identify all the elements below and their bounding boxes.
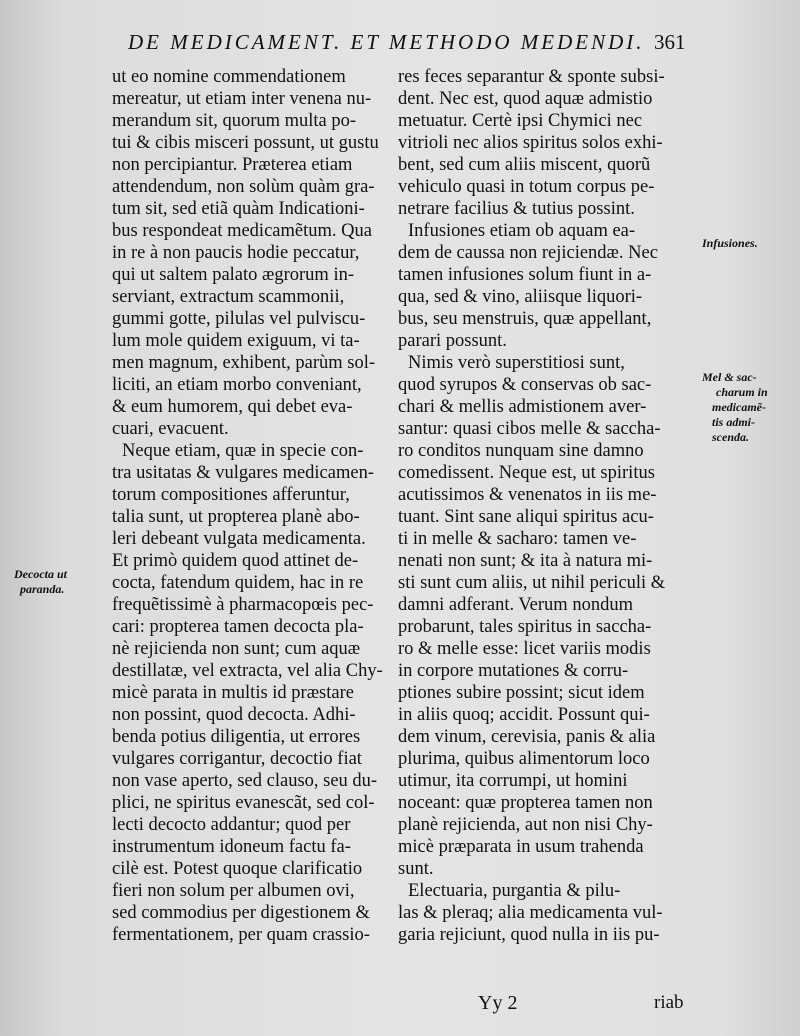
text-line: dent. Nec est, quod aquæ admistio: [398, 89, 653, 109]
text-line: netrare facilius & tutius possint.: [398, 199, 635, 219]
text-line: res feces separantur & sponte subsi-: [398, 67, 665, 87]
text-line: in aliis quoq; accidit. Possunt qui-: [398, 705, 650, 725]
text-line: noceant: quæ propterea tamen non: [398, 793, 653, 813]
text-line: & eum humorem, qui debet eva-: [112, 397, 353, 417]
text-line: Infusiones etiam ob aquam ea-: [408, 221, 636, 241]
page-number: 361: [654, 30, 686, 54]
text-line: in re à non paucis hodie peccatur,: [112, 243, 360, 263]
text-line: dem vinum, cerevisia, panis & alia: [398, 727, 656, 747]
text-line: nè rejicienda non sunt; cum aquæ: [112, 639, 361, 659]
margin-note-decocta: Decocta ut paranda.: [14, 567, 67, 596]
text-line: vehiculo quasi in totum corpus pe-: [398, 177, 655, 197]
text-line: qui ut saltem palato ægrorum in-: [112, 265, 354, 285]
text-line: chari & mellis admistionem aver-: [398, 397, 647, 417]
text-line: lecti decocto addantur; quod per: [112, 815, 351, 835]
text-line: lum mole quidem exiguum, vi ta-: [112, 331, 360, 351]
right-text-column: [398, 66, 694, 946]
text-line: tum sit, sed etiã quàm Indicationi-: [112, 199, 365, 219]
text-line: bus, seu menstruis, quæ appellant,: [398, 309, 652, 329]
text-line: Et primò quidem quod attinet de-: [112, 551, 359, 571]
text-line: cuari, evacuent.: [112, 419, 229, 439]
text-line: ut eo nomine commendationem: [112, 67, 346, 87]
text-line: fieri non solum per albumen ovi,: [112, 881, 355, 901]
text-line: leri debeant vulgata medicamenta.: [112, 529, 366, 549]
text-line: utimur, ita corrumpi, ut homini: [398, 771, 628, 791]
text-line: micè præparata in usum trahenda: [398, 837, 644, 857]
text-line: cocta, fatendum quidem, hac in re: [112, 573, 364, 593]
text-line: cilè est. Potest quoque clarificatio: [112, 859, 363, 879]
text-line: destillatæ, vel extracta, vel alia Chy-: [112, 661, 383, 681]
text-line: serviant, extractum scammonii,: [112, 287, 345, 307]
text-line: fermentationem, per quam crassio-: [112, 925, 370, 945]
catchword: riab: [654, 992, 684, 1013]
text-line: probarunt, tales spiritus in saccha-: [398, 617, 652, 637]
text-line: ptiones subire possint; sicut idem: [398, 683, 645, 703]
text-line: talia sunt, ut propterea planè abo-: [112, 507, 360, 527]
running-title: DE MEDICAMENT. ET METHODO MEDENDI.: [128, 30, 645, 54]
text-line: men magnum, exhibent, parùm sol-: [112, 353, 376, 373]
text-line: sti sunt cum aliis, ut nihil periculi &: [398, 573, 666, 593]
text-line: torum compositiones afferuntur,: [112, 485, 350, 505]
text-line: cari: propterea tamen decocta pla-: [112, 617, 364, 637]
text-line: santur: quasi cibos melle & saccha-: [398, 419, 661, 439]
text-line: las & pleraq; alia medicamenta vul-: [398, 903, 663, 923]
text-line: tamen infusiones solum fiunt in a-: [398, 265, 652, 285]
text-line: comedissent. Neque est, ut spiritus: [398, 463, 655, 483]
text-line: tui & cibis misceri possunt, ut gustu: [112, 133, 379, 153]
text-line: damni adferant. Verum nondum: [398, 595, 633, 615]
text-line: nenati non sunt; & ita à natura mi-: [398, 551, 653, 571]
text-line: mereatur, ut etiam inter venena nu-: [112, 89, 372, 109]
text-line: garia rejiciunt, quod nulla in iis pu-: [398, 925, 660, 945]
text-line: non possint, quod decocta. Adhi-: [112, 705, 356, 725]
text-line: bus respondeat medicamẽtum. Qua: [112, 221, 372, 241]
text-line: gummi gotte, pilulas vel pulviscu-: [112, 309, 366, 329]
text-line: micè parata in multis id præstare: [112, 683, 354, 703]
left-text-column: [112, 66, 390, 946]
text-line: Nimis verò superstitiosi sunt,: [408, 353, 625, 373]
text-line: plurima, quibus alimentorum loco: [398, 749, 650, 769]
text-line: Electuaria, purgantia & pilu-: [408, 881, 621, 901]
text-line: non vase aperto, sed clauso, seu du-: [112, 771, 378, 791]
text-line: dem de caussa non rejiciendæ. Nec: [398, 243, 658, 263]
margin-note-infusiones: Infusiones.: [702, 236, 758, 250]
text-line: vitrioli nec alios spiritus solos exhi-: [398, 133, 663, 153]
text-line: qua, sed & vino, aliisque liquori-: [398, 287, 643, 307]
text-line: ti in melle & sacharo: tamen ve-: [398, 529, 637, 549]
signature-mark: Yy 2: [478, 992, 518, 1014]
text-line: in corpore mutationes & corru-: [398, 661, 629, 681]
text-line: frequẽtissimè à pharmacopœis pec-: [112, 595, 374, 615]
text-line: metuatur. Certè ipsi Chymici nec: [398, 111, 643, 131]
text-line: vulgares corrigantur, decoctio fiat: [112, 749, 362, 769]
text-line: ro & melle esse: licet variis modis: [398, 639, 651, 659]
text-line: tuant. Sint sane aliqui spiritus acu-: [398, 507, 654, 527]
text-line: attendendum, non solùm quàm gra-: [112, 177, 375, 197]
margin-note-mel: Mel & sac- charum in medicamẽ- tis admi- scenda.: [702, 370, 768, 444]
text-line: Neque etiam, quæ in specie con-: [122, 441, 364, 461]
text-line: plici, ne spiritus evanescãt, sed col-: [112, 793, 375, 813]
text-line: tra usitatas & vulgares medicamen-: [112, 463, 374, 483]
text-line: ro conditos nunquam sine damno: [398, 441, 644, 461]
text-line: sed commodius per digestionem &: [112, 903, 370, 923]
text-line: parari possunt.: [398, 331, 507, 351]
text-line: bent, sed cum aliis miscent, quorũ: [398, 155, 651, 175]
text-line: benda potius diligentia, ut errores: [112, 727, 361, 747]
text-line: sunt.: [398, 859, 434, 879]
text-line: planè rejicienda, aut non nisi Chy-: [398, 815, 653, 835]
text-line: instrumentum idoneum factu fa-: [112, 837, 351, 857]
text-line: quod syrupos & conservas ob sac-: [398, 375, 652, 395]
text-line: non percipiantur. Præterea etiam: [112, 155, 353, 175]
text-line: acutissimos & venenatos in iis me-: [398, 485, 657, 505]
text-line: liciti, an etiam morbo conveniant,: [112, 375, 362, 395]
text-line: merandum sit, quorum multa po-: [112, 111, 357, 131]
